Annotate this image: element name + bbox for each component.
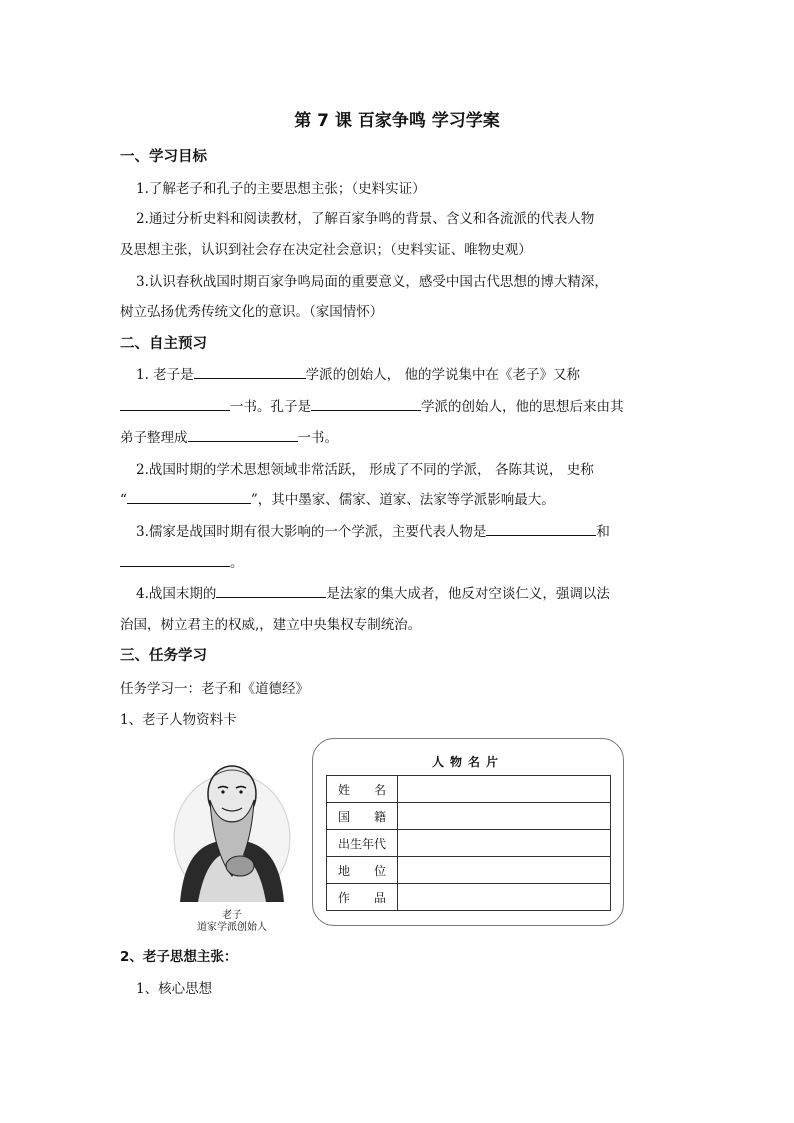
row-label-birth-era: 出生年代 (327, 830, 398, 857)
text: 1. 老子是 (136, 367, 194, 383)
preview-4-line-1 (136, 582, 610, 602)
row-label-works: 作 品 (327, 884, 398, 911)
preview-2-line-2 (120, 488, 555, 508)
preview-3-line-2 (120, 551, 244, 571)
text: 弟子整理成 (120, 430, 188, 446)
row-label-status: 地 位 (327, 857, 398, 884)
goal-3-line-2: 树立弘扬优秀传统文化的意识。（家国情怀） (120, 304, 384, 320)
text: 一书。 (297, 430, 338, 446)
row-value-country[interactable] (398, 803, 611, 830)
blank-field[interactable] (127, 491, 251, 504)
text: 。 (230, 555, 244, 571)
section-heading-goals: 一、学习目标 (120, 149, 207, 165)
goal-2-line-2: 及思想主张，认识到社会存在决定社会意识；（史料实证、唯物史观） (120, 242, 532, 258)
task-2-title: 2、老子思想主张： (120, 949, 238, 965)
goal-3-line-1: 3.认识春秋战国时期百家争鸣局面的重要意义，感受中国古代思想的博大精深， (136, 274, 608, 290)
text: 学派的创始人， 他的学说集中在《老子》又称 (305, 367, 580, 383)
table-row (327, 884, 611, 911)
preview-2-line-1: 2.战国时期的学术思想领域非常活跃， 形成了不同的学派， 各陈其说， 史称 (136, 462, 594, 478)
task-2-subtitle: 1、核心思想 (136, 981, 213, 997)
page-title: 第 7 课 百家争鸣 学习学案 (294, 111, 500, 131)
row-value-name[interactable] (398, 776, 611, 803)
preview-1-line-1 (136, 363, 580, 383)
row-value-works[interactable] (398, 884, 611, 911)
text: 3.儒家是战国时期有很大影响的一个学派，主要代表人物是 (136, 524, 487, 540)
preview-1-line-2 (120, 395, 624, 415)
text: ”，其中墨家、儒家、道家、法家等学派影响最大。 (250, 492, 555, 508)
section-heading-task: 三、任务学习 (120, 648, 207, 664)
blank-field[interactable] (120, 554, 230, 567)
goal-2-line-1: 2.通过分析史料和阅读教材，了解百家争鸣的背景、含义和各流派的代表人物 (136, 211, 595, 227)
preview-4-line-2: 治国，树立君主的权威,，建立中央集权专制统治。 (120, 617, 422, 633)
text: 一书。孔子是 (230, 399, 311, 415)
row-label-name: 姓 名 (327, 776, 398, 803)
blank-field[interactable] (120, 398, 230, 411)
laozi-portrait-image (170, 748, 294, 902)
profile-card (312, 738, 624, 926)
blank-field[interactable] (188, 429, 298, 442)
table-row (327, 776, 611, 803)
section-heading-preview: 二、自主预习 (120, 336, 207, 352)
text: 和 (596, 524, 610, 540)
row-label-country: 国 籍 (327, 803, 398, 830)
preview-3-line-1 (136, 520, 610, 540)
text: “ (120, 492, 127, 508)
blank-field[interactable] (311, 398, 421, 411)
blank-field[interactable] (216, 585, 326, 598)
row-value-birth-era[interactable] (398, 830, 611, 857)
text: 是法家的集大成者，他反对空谈仁义，强调以法 (326, 586, 610, 602)
blank-field[interactable] (486, 523, 596, 536)
goal-1: 1.了解老子和孔子的主要思想主张；（史料实证） (136, 181, 426, 197)
portrait-caption-role: 道家学派创始人 (197, 922, 267, 933)
table-row (327, 803, 611, 830)
table-row (327, 857, 611, 884)
text: 学派的创始人，他的思想后来由其 (421, 399, 624, 415)
blank-field[interactable] (194, 366, 306, 379)
row-value-status[interactable] (398, 857, 611, 884)
portrait-caption-name: 老子 (222, 910, 242, 921)
text: 4.战国末期的 (136, 586, 217, 602)
task-1-subtitle: 1、老子人物资料卡 (120, 712, 237, 728)
table-row (327, 830, 611, 857)
profile-table (326, 775, 611, 911)
preview-1-line-3 (120, 426, 338, 446)
task-1-title: 任务学习一：老子和《道德经》 (120, 681, 309, 697)
profile-card-title: 人物名片 (431, 755, 504, 769)
